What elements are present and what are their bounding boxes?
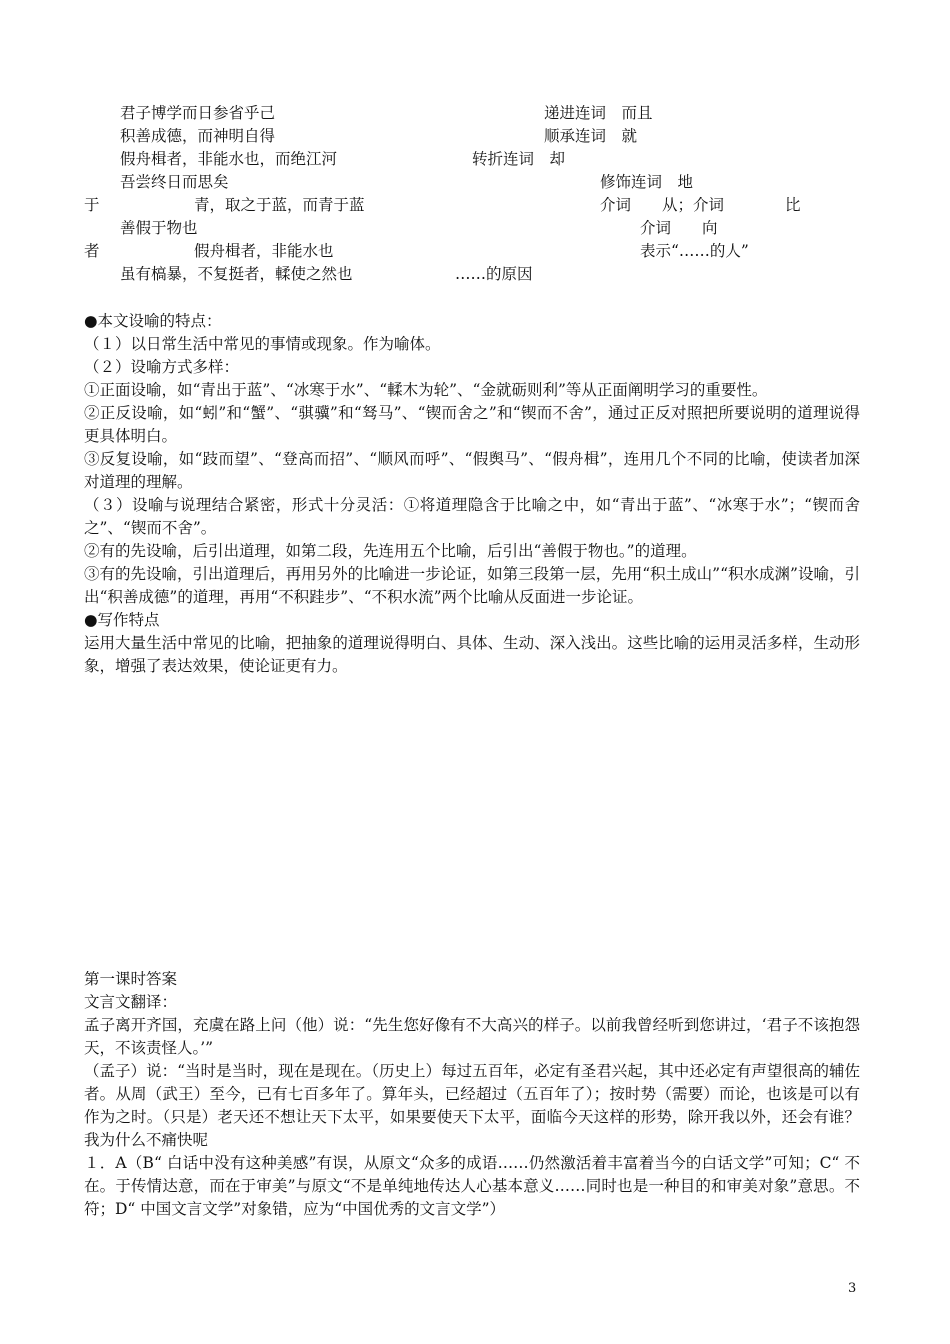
paragraph: （１）以日常生活中常见的事情或现象。作为喻体。	[84, 335, 441, 353]
paragraph: ③有的先设喻，引出道理后，再用另外的比喻进一步论证，如第三段第一层，先用“积土成山”“积水成渊”设喻，引出“积善成德”的道理，再用“不积跬步”、“不积水流”两个比喻从反面进一步论证。	[84, 565, 860, 606]
table-row-2-example: 积善成德，而神明自得	[120, 127, 276, 145]
table-row-3-usage: 转折连词 却	[472, 150, 566, 168]
paragraph: 运用大量生活中常见的比喻，把抽象的道理说得明白、具体、生动、深入浅出。这些比喻的运用灵活多样，生动形象，增强了表达效果，使论证更有力。	[84, 634, 860, 675]
paragraph: （孟子）说：“当时是当时，现在是现在。（历史上）每过五百年，必定有圣君兴起，其中还必定有声望很高的辅佐者。从周（武王）至今，已有七百多年了。算年头，已经超过（五百年了）；按时势（需要）而论，也该是可以有作为之时。（只是）老天还不想让天下太平，如果要使天下太平，面临今天这样的形势，除开我以外，还会有谁？我为什么不痛快呢	[84, 1062, 860, 1149]
table-row-4-usage: 修饰连词 地	[600, 173, 694, 191]
paragraph: ②有的先设喻，后引出道理，如第二段，先连用五个比喻，后引出“善假于物也。”的道理。	[84, 542, 697, 560]
table-row-7-word: 者	[84, 242, 100, 260]
answers-title: 第一课时答案	[84, 970, 178, 988]
paragraph: ③反复设喻，如“跂而望”、“登高而招”、“顺风而呼”、“假舆马”、“假舟楫”，连用几个不同的比喻，使读者加深对道理的理解。	[84, 450, 860, 491]
table-row-1-example: 君子博学而日参省乎己	[120, 104, 276, 122]
table-row-1-usage: 递进连词 而且	[544, 104, 653, 122]
section-heading: ●写作特点	[84, 611, 160, 629]
table-row-5-word: 于	[84, 196, 100, 214]
page-number: 3	[848, 1281, 857, 1296]
table-row-5-usage: 介词 从；介词	[600, 196, 725, 214]
table-row-7-usage: 表示“……的人”	[640, 242, 749, 260]
table-row-8-usage: ……的原因	[455, 265, 533, 283]
answers-section	[84, 968, 860, 1221]
table-row-5-example: 青，取之于蓝，而青于蓝	[194, 196, 365, 214]
section-heading: ●本文设喻的特点：	[84, 312, 222, 330]
table-row-7-example: 假舟楫者，非能水也	[194, 242, 334, 260]
paragraph: （２）设喻方式多样：	[84, 358, 240, 376]
table-row-4-example: 吾尝终日而思矣	[120, 173, 229, 191]
table-row-2-usage: 顺承连词 就	[544, 127, 638, 145]
paragraph: 孟子离开齐国，充虞在路上问（他）说：“先生您好像有不大高兴的样子。以前我曾经听到您讲过，‘君子不该抱怨天，不该责怪人。’”	[84, 1016, 860, 1057]
paragraph: １．A（B“ 白话中没有这种美感”有误，从原文“众多的成语……仍然激活着丰富着当今的白话文学”可知；C“ 不在。于传情达意，而在于审美”与原文“不是单纯地传达人心基本意义……同时也是一种目的和审美对象”意思。不符；D“ 中国文言文学”对象错，应为“中国优秀的文言文学”）	[84, 1154, 860, 1218]
answers-subtitle: 文言文翻译：	[84, 993, 178, 1011]
table-row-6-example: 善假于物也	[120, 219, 198, 237]
metaphor-features-section	[84, 310, 860, 678]
paragraph: ②正反设喻，如“蚓”和“蟹”、“骐骥”和“驽马”、“锲而舍之”和“锲而不舍”，通过正反对照把所要说明的道理说得更具体明白。	[84, 404, 860, 445]
paragraph: ①正面设喻，如“青出于蓝”、“冰寒于水”、“輮木为轮”、“金就砺则利”等从正面阐明学习的重要性。	[84, 381, 768, 399]
table-row-6-usage: 介词 向	[640, 219, 718, 237]
table-row-3-example: 假舟楫者，非能水也，而绝江河	[120, 150, 338, 168]
table-row-5-usage-extra: 比	[785, 196, 801, 214]
table-row-8-example: 虽有槁暴，不复挺者，輮使之然也	[120, 265, 353, 283]
paragraph: （３）设喻与说理结合紧密，形式十分灵活：①将道理隐含于比喻之中，如“青出于蓝”、“冰寒于水”；“锲而舍之”、“锲而不舍”。	[84, 496, 860, 537]
